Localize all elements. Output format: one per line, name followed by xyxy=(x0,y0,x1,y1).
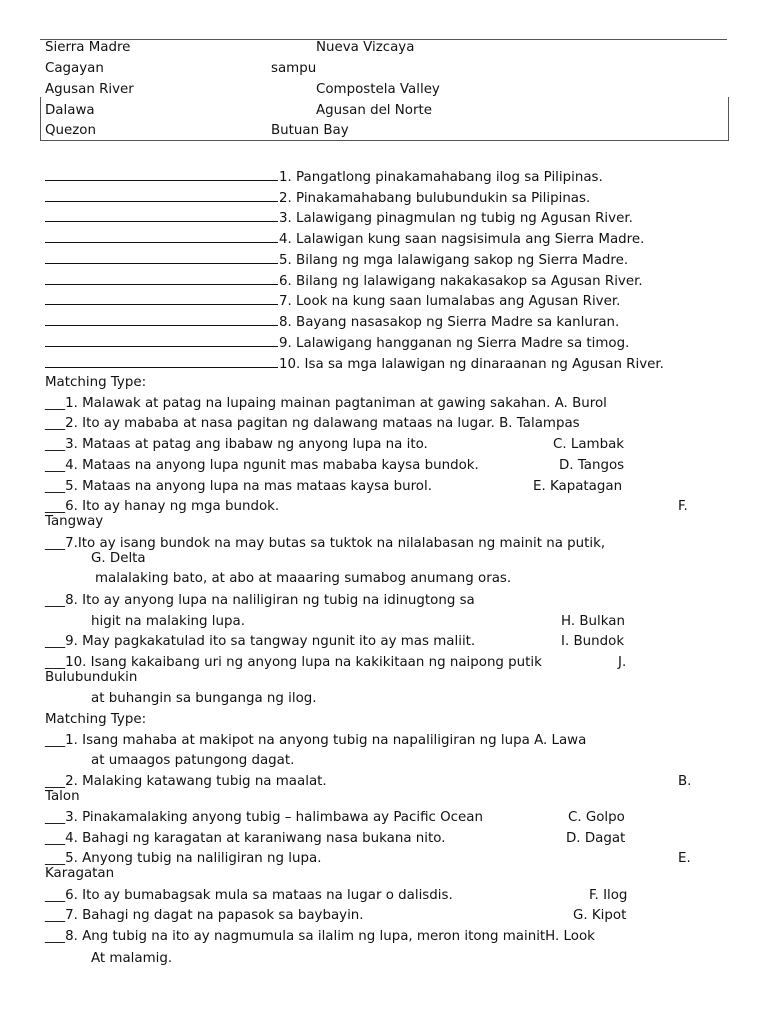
answer-blank[interactable] xyxy=(45,354,278,368)
matching-item: ___4. Bahagi ng karagatan at karaniwang nasa bukana nito. xyxy=(45,831,446,846)
word-bank-item: sampu xyxy=(271,61,317,76)
fill-in-item xyxy=(45,271,643,290)
matching-choice: D. Dagat xyxy=(566,831,626,846)
matching-choice-wrap: Karagatan xyxy=(45,866,115,881)
matching-choice: I. Bundok xyxy=(561,634,625,649)
matching-choice-wrap: Bulubundukin xyxy=(45,670,138,685)
fill-in-question: 4. Lalawigan kung saan nagsisimula ang Sierra Madre. xyxy=(279,232,645,247)
matching-item: ___6. Ito ay bumabagsak mula sa mataas na lugar o dalisdis. xyxy=(45,888,453,903)
word-bank-item: Compostela Valley xyxy=(316,82,440,97)
matching-choice: H. Bulkan xyxy=(561,614,625,629)
matching-item: ___5. Anyong tubig na naliligiran ng lupa. xyxy=(45,851,322,866)
matching-item-cont: at umaagos patungong dagat. xyxy=(91,753,295,768)
word-bank-item: Dalawa xyxy=(45,103,95,118)
matching-choice: E. xyxy=(678,851,691,866)
matching-choice: J. xyxy=(618,655,627,670)
matching-item: ___3. Mataas at patag ang ibabaw ng anyong lupa na ito. xyxy=(45,437,428,452)
matching-item-cont: at buhangin sa bunganga ng ilog. xyxy=(91,691,317,706)
matching-choice: D. Tangos xyxy=(559,458,625,473)
fill-in-question: 8. Bayang nasasakop ng Sierra Madre sa kanluran. xyxy=(279,315,620,330)
matching-choice: C. Golpo xyxy=(568,810,625,825)
matching-choice: E. Kapatagan xyxy=(533,479,623,494)
matching-item: ___1. Malawak at patag na lupaing mainan pagtaniman at gawing sakahan. A. Burol xyxy=(45,396,607,411)
fill-in-item xyxy=(45,208,633,227)
fill-in-question: 1. Pangatlong pinakamahabang ilog sa Pilipinas. xyxy=(279,170,603,185)
matching-item-cont: malalaking bato, at abo at maaaring sumabog anumang oras. xyxy=(95,571,512,586)
answer-blank[interactable] xyxy=(45,188,278,202)
matching-choice: C. Lambak xyxy=(553,437,625,452)
answer-blank[interactable] xyxy=(45,167,278,181)
matching-item: ___5. Mataas na anyong lupa na mas mataas kaysa burol. xyxy=(45,479,432,494)
matching-item: ___4. Mataas na anyong lupa ngunit mas mababa kaysa bundok. xyxy=(45,458,479,473)
matching-item-cont: higit na malaking lupa. xyxy=(91,614,245,629)
matching-choice: F. xyxy=(678,499,688,514)
word-bank-item: Agusan del Norte xyxy=(316,103,432,118)
fill-in-question: 6. Bilang ng lalawigang nakakasakop sa Agusan River. xyxy=(279,274,643,289)
answer-blank[interactable] xyxy=(45,312,278,326)
answer-blank[interactable] xyxy=(45,250,278,264)
matching-item: ___7.Ito ay isang bundok na may butas sa tuktok na nilalabasan ng mainit na putik, xyxy=(45,536,606,551)
matching-item: ___2. Malaking katawang tubig na maalat. xyxy=(45,774,327,789)
matching-item: ___8. Ang tubig na ito ay nagmumula sa ilalim ng lupa, meron itong mainitH. Look xyxy=(45,929,595,944)
fill-in-question: 9. Lalawigang hangganan ng Sierra Madre sa timog. xyxy=(279,336,630,351)
matching-item: ___3. Pinakamalaking anyong tubig – halimbawa ay Pacific Ocean xyxy=(45,810,483,825)
matching-item: ___2. Ito ay mababa at nasa pagitan ng dalawang mataas na lugar. B. Talampas xyxy=(45,416,580,431)
matching-item-cont: At malamig. xyxy=(91,951,173,966)
answer-blank[interactable] xyxy=(45,291,278,305)
fill-in-item xyxy=(45,250,628,269)
matching-item: ___6. Ito ay hanay ng mga bundok. xyxy=(45,499,280,514)
section-heading: Matching Type: xyxy=(45,375,147,390)
matching-item: ___10. Isang kakaibang uri ng anyong lupa na kakikitaan ng naipong putik xyxy=(45,655,542,670)
word-bank-item: Butuan Bay xyxy=(271,123,349,138)
matching-choice-wrap: Tangway xyxy=(45,514,104,529)
fill-in-question: 10. Isa sa mga lalawigan ng dinaraanan ng Agusan River. xyxy=(279,357,664,372)
matching-choice: B. xyxy=(678,774,692,789)
answer-blank[interactable] xyxy=(45,208,278,222)
matching-item: ___8. Ito ay anyong lupa na naliligiran ng tubig na idinugtong sa xyxy=(45,593,475,608)
word-bank-item: Agusan River xyxy=(45,82,134,97)
fill-in-item xyxy=(45,354,664,373)
word-bank-item: Cagayan xyxy=(45,61,104,76)
matching-choice: F. Ilog xyxy=(589,888,628,903)
fill-in-item xyxy=(45,333,629,352)
matching-item: ___9. May pagkakatulad ito sa tangway ngunit ito ay mas maliit. xyxy=(45,634,476,649)
word-bank-item: Quezon xyxy=(45,123,96,138)
answer-blank[interactable] xyxy=(45,333,278,347)
matching-item: ___7. Bahagi ng dagat na papasok sa baybayin. xyxy=(45,908,364,923)
answer-blank[interactable] xyxy=(45,229,278,243)
fill-in-item xyxy=(45,291,620,310)
answer-blank[interactable] xyxy=(45,271,278,285)
fill-in-question: 3. Lalawigang pinagmulan ng tubig ng Agusan River. xyxy=(279,211,633,226)
fill-in-item xyxy=(45,312,619,331)
section-heading: Matching Type: xyxy=(45,712,147,727)
fill-in-item xyxy=(45,188,590,207)
matching-choice-wrap: Talon xyxy=(45,789,80,804)
fill-in-item xyxy=(45,167,603,186)
matching-item: ___1. Isang mahaba at makipot na anyong tubig na napaliligiran ng lupa A. Lawa xyxy=(45,733,587,748)
fill-in-question: 5. Bilang ng mga lalawigang sakop ng Sierra Madre. xyxy=(279,253,629,268)
fill-in-question: 7. Look na kung saan lumalabas ang Agusan River. xyxy=(279,294,621,309)
matching-choice: G. Kipot xyxy=(573,908,627,923)
word-bank-item: Nueva Vizcaya xyxy=(316,40,415,55)
fill-in-question: 2. Pinakamahabang bulubundukin sa Pilipinas. xyxy=(279,191,591,206)
word-bank-item: Sierra Madre xyxy=(45,40,131,55)
fill-in-item xyxy=(45,229,644,248)
matching-choice: G. Delta xyxy=(91,551,146,566)
